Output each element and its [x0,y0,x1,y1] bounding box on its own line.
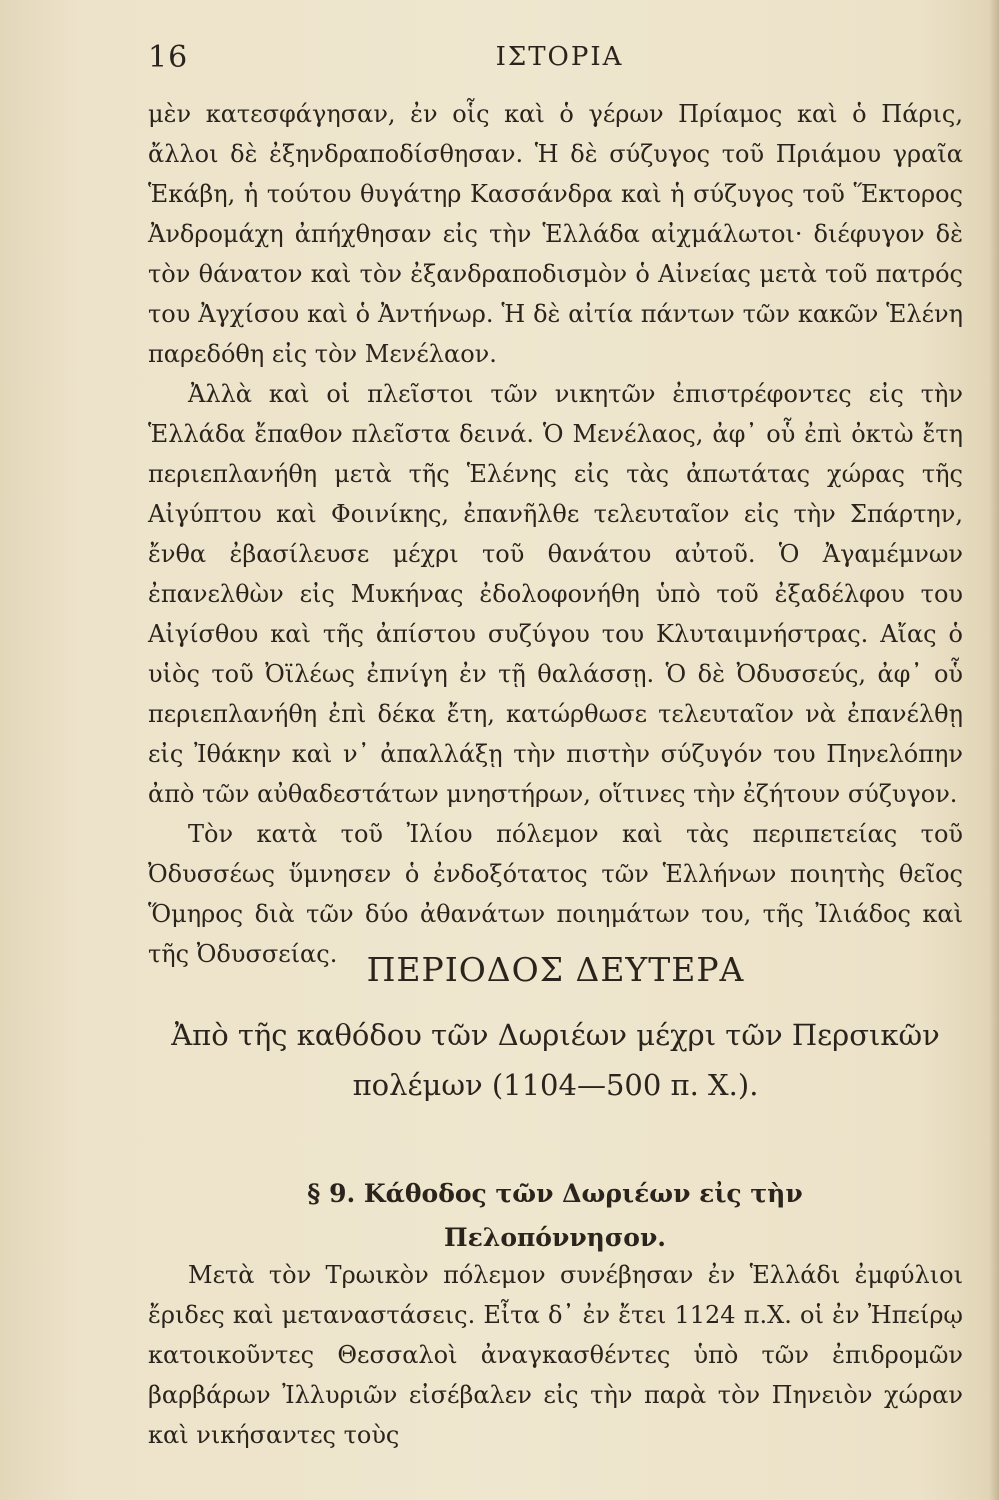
paragraph-2: Ἀλλὰ καὶ οἱ πλεῖστοι τῶν νικητῶν ἐπιστρέφοντες εἰς τὴν Ἑλλάδα ἔπαθον πλεῖστα δεινά. Ὁ Μενέλαος, ἀφ᾽ οὗ ἐπὶ ὀκτὼ ἔτη περιεπλανήθη μετὰ τῆς Ἑλένης εἰς τὰς ἀπωτάτας χώρας τῆς Αἰγύπτου καὶ Φοινίκης, ἐπανῆλθε τελευταῖον εἰς τὴν Σπάρτην, ἔνθα ἐβασίλευσε μέχρι τοῦ θανάτου αὐτοῦ. Ὁ Ἀγαμέμνων ἐπανελθὼν εἰς Μυκήνας ἐδολοφονήθη ὑπὸ τοῦ ἐξαδέλφου του Αἰγίσθου καὶ τῆς ἀπίστου συζύγου του Κλυταιμνήστρας. Αἴας ὁ υἱὸς τοῦ Ὀϊλέως ἐπνίγη ἐν τῇ θαλάσσῃ. Ὁ δὲ Ὀδυσσεύς, ἀφ᾽ οὗ περιεπλανήθη ἐπὶ δέκα ἔτη, κατώρθωσε τελευταῖον νὰ ἐπανέλθῃ εἰς Ἰθάκην καὶ ν᾽ ἀπαλλάξῃ τὴν πιστὴν σύζυγόν του Πηνελόπην ἀπὸ τῶν αὐθαδεστάτων μνηστήρων, οἵτινες τὴν ἐζήτουν σύζυγον. [148,380,963,808]
body-text [148,94,963,974]
paragraph-1: μὲν κατεσφάγησαν, ἐν οἷς καὶ ὁ γέρων Πρίαμος καὶ ὁ Πάρις, ἄλλοι δὲ ἐξηνδραποδίσθησαν. Ἡ δὲ σύζυγος τοῦ Πριάμου γραῖα Ἑκάβη, ἡ τούτου θυγάτηρ Κασσάνδρα καὶ ἡ σύζυγος τοῦ Ἕκτορος Ἀνδρομάχη ἀπήχθησαν εἰς τὴν Ἑλλάδα αἰχμάλωτοι· διέφυγον δὲ τὸν θάνατον καὶ τὸν ἐξανδραποδισμὸν ὁ Αἰνείας μετὰ τοῦ πατρός του Ἀγχίσου καὶ ὁ Ἀντήνωρ. Ἡ δὲ αἰτία πάντων τῶν κακῶν Ἑλένη παρεδόθη εἰς τὸν Μενέλαον. [148,100,963,368]
section-title: ΠΕΡΙΟΔΟΣ ΔΕΥΤΕΡΑ [366,950,745,989]
page-edge-shadow [989,0,999,1500]
section-subtitle-line-1: Ἀπὸ τῆς καθόδου τῶν Δωριέων μέχρι τῶν Περσικῶν [171,1018,940,1052]
section-subtitle [148,1010,963,1110]
paragraph-3: Τὸν κατὰ τοῦ Ἰλίου πόλεμον καὶ τὰς περιπετείας τοῦ Ὀδυσσέως ὕμνησεν ὁ ἐνδοξότατος τῶν Ἑλλήνων ποιητὴς θεῖος Ὅμηρος διὰ τῶν δύο ἀθανάτων ποιημάτων του, τῆς Ἰλιάδος καὶ τῆς Ὀδυσσείας. [148,820,963,968]
paragraph-heading-line-2: Πελοπόννησον. [443,1223,666,1252]
section-body-text: Μετὰ τὸν Τρωικὸν πόλεμον συνέβησαν ἐν Ἑλλάδι ἐμφύλιοι ἔριδες καὶ μεταναστάσεις. Εἶτα δ᾽ ἐν ἔτει 1124 π.Χ. οἱ ἐν Ἠπείρῳ κατοικοῦντες Θεσσαλοὶ ἀναγκασθέντες ὑπὸ τῶν ἐπιδρομῶν βαρβάρων Ἰλλυριῶν εἰσέβαλεν εἰς τὴν παρὰ τὸν Πηνειὸν χώραν καὶ νικήσαντες τοὺς [148,1261,963,1449]
running-title: ΙΣΤΟΡΙΑ [495,42,624,72]
section-subtitle-line-2: πολέμων (1104—500 π. Χ.). [352,1068,759,1102]
paragraph-heading [200,1172,910,1260]
paragraph-heading-line-1: § 9. Κάθοδος τῶν Δωριέων εἰς τὴν [307,1179,803,1208]
page-number: 16 [148,40,189,75]
